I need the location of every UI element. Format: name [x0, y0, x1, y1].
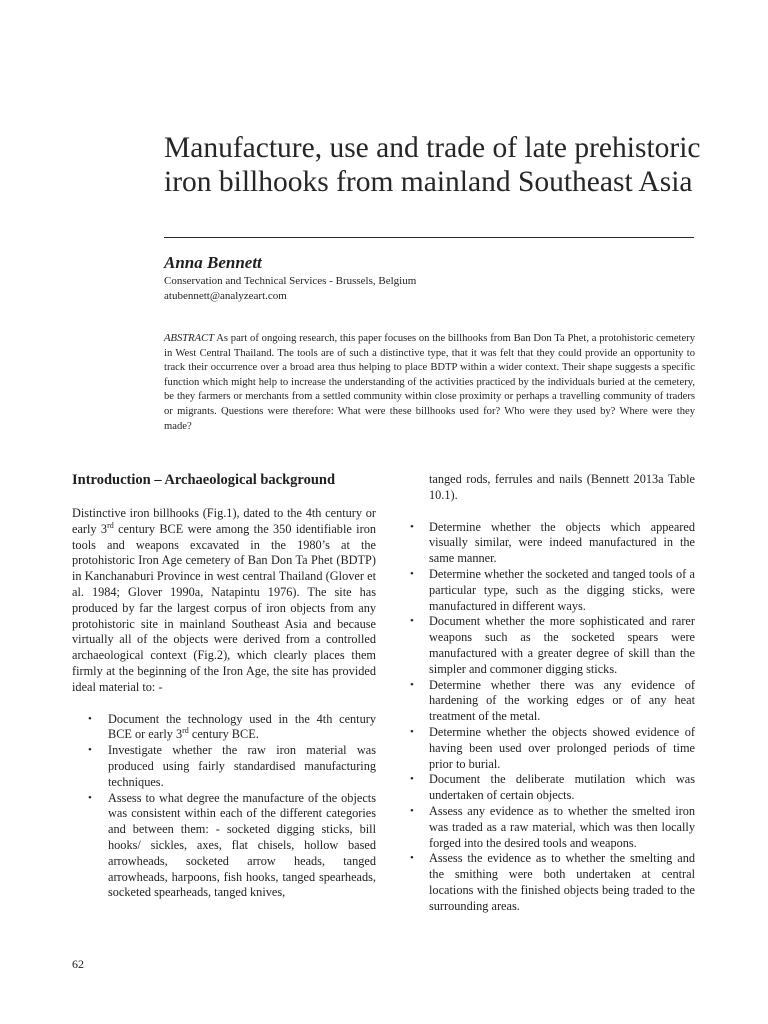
bullet-icon: • [410, 567, 414, 580]
page-number: 62 [72, 957, 84, 971]
author-affiliation-block [164, 274, 694, 304]
intro-paragraph: Distinctive iron billhooks (Fig.1), dated to the 4th century or early 3rd century BCE were among the 350 identifiable iron tools and weapons excavated in the 1980’s at the protohistoric Iron Age cemetery of Ban Don Ta Phet (BDTP) in Kanchanaburi Province in west central Thailand (Glover et al. 1984; Glover 1990a, Natapintu 1976). The site has produced by far the largest corpus of iron objects from any protohistoric site in mainland Southeast Asia and because virtually all of the objects were derived from a controlled archaeological context (Fig.2), which clearly places them firmly at the beginning of the Iron Age, the site has provided ideal material to: - [72, 506, 376, 694]
list-item: • Assess any evidence as to whether the smelted iron was traded as a raw material, which was then locally forged into the desired tools and weapons. [410, 803, 695, 850]
bullet-icon: • [410, 804, 414, 817]
title-divider [164, 237, 694, 238]
bullet-icon: • [410, 852, 414, 865]
paper-title: Manufacture, use and trade of late prehistoric iron billhooks from mainland Southeast Asia [164, 132, 701, 198]
author-email: atubennett@analyzeart.com [164, 290, 287, 302]
right-bullet-list [410, 520, 695, 915]
list-continuation: tanged rods, ferrules and nails (Bennett 2013a Table 10.1). [429, 472, 695, 502]
bullet-icon: • [410, 520, 414, 533]
bullet-icon: • [410, 615, 414, 628]
right-column [410, 472, 695, 915]
abstract [164, 332, 695, 434]
author-name: Anna Bennett [164, 253, 262, 272]
left-column [72, 470, 376, 901]
bullet-icon: • [88, 712, 92, 725]
list-item: • Determine whether the socketed and tanged tools of a particular type, such as the digging sticks, were manufactured in different ways. [410, 566, 695, 613]
list-item: • Determine whether the objects showed evidence of having been used over prolonged periods of time prior to burial. [410, 724, 695, 771]
section-heading: Introduction – Archaeological background [72, 472, 336, 488]
list-item: • Assess the evidence as to whether the smelting and the smithing were both undertaken at central locations with the finished objects being traded to the surrounding areas. [410, 851, 695, 913]
list-item: • Document the deliberate mutilation which was undertaken of certain objects. [410, 772, 695, 803]
bullet-icon: • [410, 773, 414, 786]
abstract-label: ABSTRACT [164, 333, 215, 344]
author-affiliation: Conservation and Technical Services - Brussels, Belgium [164, 275, 417, 287]
list-item: • Assess to what degree the manufacture of the objects was consistent within each of the different categories and between them: - socketed digging sticks, bill hooks/ sickles, axes, flat chisels, hollow based arrowheads, socketed arrow heads, tanged arrowheads, harpoons, fish hooks, tanged spearheads, socketed spearheads, tanged knives, [88, 790, 376, 900]
bullet-icon: • [88, 791, 92, 804]
bullet-icon: • [410, 725, 414, 738]
list-item: • Determine whether there was any evidence of hardening of the working edges or of any heat treatment of the metal. [410, 677, 695, 724]
left-bullet-list [72, 712, 376, 902]
bullet-icon: • [410, 678, 414, 691]
abstract-text: As part of ongoing research, this paper focuses on the billhooks from Ban Don Ta Phet, a protohistoric cemetery in West Central Thailand. The tools are of such a distinctive type, that it was felt that they could provide an opportunity to track their occurrence over a broad area thus helping to place BDTP within a wider context. Their shape suggests a specific function which might help to increase the understanding of the activities practiced by the individuals buried at the cemetery, be they farmers or merchants from a settled community within close proximity or perhaps a travelling community of traders or migrants. Questions were therefore: What were these billhooks used for? Who were they used by? Where were they made? [164, 333, 695, 432]
list-item: • Determine whether the objects which appeared visually similar, were indeed manufactured in the same manner. [410, 519, 695, 566]
list-item: • Document the technology used in the 4th century BCE or early 3rd century BCE. [88, 711, 376, 742]
list-item: • Document whether the more sophisticated and rarer weapons such as the socketed spears were manufactured with a greater degree of skill than the simpler and commoner digging sticks. [410, 614, 695, 676]
list-item: • Investigate whether the raw iron material was produced using fairly standardised manufacturing techniques. [88, 743, 376, 789]
bullet-icon: • [88, 744, 92, 757]
